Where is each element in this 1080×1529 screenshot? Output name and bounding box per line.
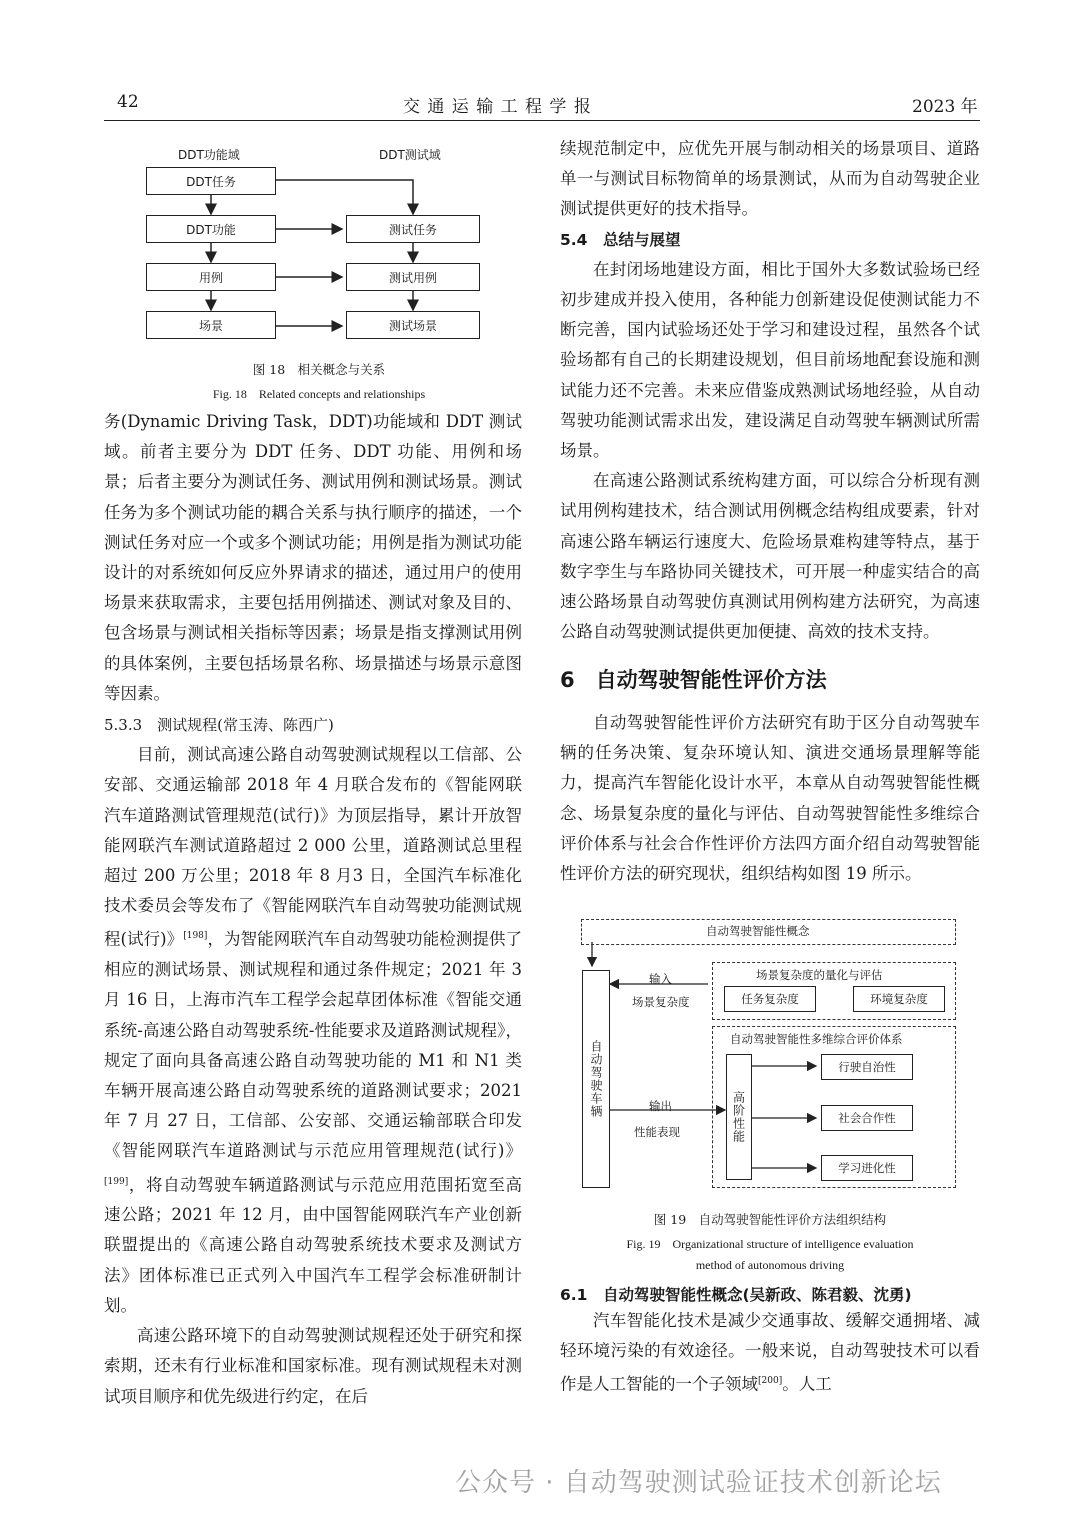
journal-title: 交 通 运 输 工 程 学 报 bbox=[403, 97, 592, 117]
right-column-top bbox=[560, 134, 980, 647]
regulations-text-a: 目前，测试高速公路自动驾驶测试规程以工信部、公安部、交通运输部 2018 年 4 月联合发布的《智能网联汽车道路测试管理规范(试行)》为顶层指导，累计开放智能网联汽车测试道路超过 2 000 公里，道路测试总里程超过 200 万公里；2018 年 8 月3 日，全国汽车标准化技术委员会等发布了《智能网联汽车自动驾驶功能测试规程(试行)》 bbox=[104, 745, 522, 949]
intelligence-text-b: 。人工 bbox=[782, 1374, 832, 1394]
paragraph-test-regulations bbox=[104, 740, 522, 1321]
paragraph-highway-system: 在高速公路测试系统构建方面，可以综合分析现有测试用例构建技术，结合测试用例概念结构组成要素，针对高速公路车辆运行速度大、危险场景难构建等特点，基于数字孪生与车路协同关键技术，可开展一种虚实结合的高速公路场景自动驾驶仿真测试用例构建方法研究，为高速公路自动驾驶测试提供更加便捷、高效的技术支持。 bbox=[560, 471, 980, 642]
paragraph-closed-site: 在封闭场地建设方面，相比于国外大多数试验场已经初步建成并投入使用，各种能力创新建设促使测试能力不断完善，国内试验场还处于学习和建设过程，虽然各个试验场都有自己的长期建设规划，但目前场地配套设施和测试能力还不完善。未来应借鉴成熟测试场地经验，从自动驾驶功能测试需求出发，建设满足自动驾驶车辆测试所需场景。 bbox=[560, 259, 980, 461]
header-rule bbox=[104, 120, 980, 121]
watermark: 公众号 · 自动驾驶测试验证技术创新论坛 bbox=[455, 1468, 942, 1498]
vehicle-box bbox=[582, 970, 610, 1188]
right-column-mid bbox=[560, 708, 980, 889]
input-label: 输入 bbox=[649, 972, 672, 986]
eval-group-label: 自动驾驶智能性多维综合评价体系 bbox=[730, 1032, 903, 1046]
learning-box: 学习进化性 bbox=[821, 1155, 913, 1181]
section-6-1-heading: 6.1 自动驾驶智能性概念(吴新政、陈君毅、沈勇) bbox=[560, 1286, 912, 1304]
high-order-box bbox=[726, 1054, 752, 1180]
cooperation-box: 社会合作性 bbox=[821, 1105, 913, 1131]
ref-200: [200] bbox=[758, 1376, 783, 1387]
left-column bbox=[104, 407, 522, 1412]
high-order-label: 高阶性能 bbox=[731, 1091, 746, 1143]
complexity-group-label: 场景复杂度的量化与评估 bbox=[756, 968, 883, 982]
ddt-function-domain-label: DDT功能域 bbox=[178, 148, 240, 162]
figure-19-caption-en-2: method of autonomous driving bbox=[695, 1258, 845, 1272]
ref-198: [198] bbox=[183, 931, 208, 942]
regulations-text-c: ，将自动驾驶车辆道路测试与示范应用范围拓宽至高速公路；2021 年 12 月，由中国智能网联汽车产业创新联盟提出的《高速公路自动驾驶系统技术要求及测试方法》团体标准已正式列入中国汽车工程学会标准研制计划。 bbox=[104, 1175, 522, 1315]
paragraph-continuation: 续规范制定中，应优先开展与制动相关的场景项目、道路单一与测试目标物简单的场景测试，从而为自动驾驶企业测试提供更好的技术指导。 bbox=[560, 139, 980, 219]
box-test-task: 测试任务 bbox=[346, 215, 480, 243]
intelligence-text-a: 汽车智能化技术是减少交通事故、缓解交通拥堵、减轻环境污染的有效途径。一般来说，自动驾驶技术可以看作是人工智能的一个子领域 bbox=[560, 1311, 980, 1394]
box-scenario: 场景 bbox=[146, 311, 276, 339]
paragraph-highway-regulations: 高速公路环境下的自动驾驶测试规程还处于研究和探索期，还未有行业标准和国家标准。现有测试规程未对测试项目顺序和优先级进行约定，在后 bbox=[104, 1326, 522, 1406]
task-complexity-box: 任务复杂度 bbox=[724, 986, 816, 1012]
regulations-text-b: ，为智能网联汽车自动驾驶功能检测提供了相应的测试场景、测试规程和通过条件规定；2021 年 3 月 16 日，上海市汽车工程学会起草团体标准《智能交通系统-高速公路自动驾驶系统-性能要求及道路测试规程》，规定了面向具备高速公路自动驾驶功能的 M1 和 N1 类车辆开展高速公路自动驾驶系统的道路测试要求；2021 年 7 月 27 日，工信部、公安部、交通运输部联合印发《智能网联汽车道路测试与示范应用管理规范(试行)》 bbox=[104, 929, 523, 1161]
figure-19-caption-en-1: Fig. 19 Organizational structure of intelligence evaluation bbox=[626, 1237, 914, 1251]
figure-19 bbox=[576, 914, 966, 1204]
box-ddt-task: DDT任务 bbox=[146, 167, 276, 195]
figure-19-caption-cn: 图 19 自动驾驶智能性评价方法组织结构 bbox=[653, 1212, 887, 1227]
ddt-test-domain-label: DDT测试域 bbox=[379, 148, 441, 162]
complexity-arrow-label: 场景复杂度 bbox=[632, 995, 690, 1009]
figure-18 bbox=[104, 138, 534, 404]
box-ddt-function: DDT功能 bbox=[146, 215, 276, 243]
autonomy-box: 行驶自治性 bbox=[821, 1054, 913, 1080]
paragraph-intelligence-evaluation: 自动驾驶智能性评价方法研究有助于区分自动驾驶车辆的任务决策、复杂环境认知、演进交通场景理解等能力，提高汽车智能化设计水平，本章从自动驾驶智能性概念、场景复杂度的量化与评估、自动驾驶智能性多维综合评价体系与社会合作性评价方法四方面介绍自动驾驶智能性评价方法的研究现状，组织结构如图 19 所示。 bbox=[560, 713, 980, 884]
section-5-3-3-heading: 5.3.3 测试规程(常玉涛、陈西广) bbox=[104, 716, 334, 735]
year: 2023 年 bbox=[912, 97, 978, 117]
right-column-bottom bbox=[560, 1306, 980, 1400]
performance-label: 性能表现 bbox=[634, 1125, 680, 1139]
box-use-case: 用例 bbox=[146, 263, 276, 291]
vehicle-label: 自动驾驶车辆 bbox=[589, 1040, 603, 1118]
env-complexity-box: 环境复杂度 bbox=[853, 986, 945, 1012]
output-label: 输出 bbox=[649, 1099, 672, 1113]
page-number: 42 bbox=[117, 92, 139, 112]
box-test-scenario: 测试场景 bbox=[346, 311, 480, 339]
paragraph-vehicle-intelligence bbox=[560, 1306, 980, 1400]
section-6-heading: 6 自动驾驶智能性评价方法 bbox=[560, 668, 827, 692]
figure-18-caption-en: Fig. 18 Related concepts and relationships bbox=[212, 387, 426, 401]
box-test-case: 测试用例 bbox=[346, 263, 480, 291]
ref-199: [199] bbox=[104, 1176, 129, 1187]
concept-label: 自动驾驶智能性概念 bbox=[706, 924, 810, 938]
paragraph-ddt-domains: 务(Dynamic Driving Task，DDT)功能域和 DDT 测试域。前者主要分为 DDT 任务、DDT 功能、用例和场景；后者主要分为测试任务、测试用例和测试场景。测试任务为多个测试功能的耦合关系与执行顺序的描述，一个测试任务对应一个或多个测试功能；用例是指为测试功能设计的对系统如何反应外界请求的描述，通过用户的使用场景来获取需求，主要包括用例描述、测试对象及目的、包含场景与测试相关指标等因素；场景是指支撑测试用例的具体案例，主要包括场景名称、场景描述与场景示意图等因素。 bbox=[104, 412, 522, 703]
figure-18-caption-cn: 图 18 相关概念与关系 bbox=[252, 362, 386, 377]
section-5-4-heading: 5.4 总结与展望 bbox=[560, 230, 681, 249]
